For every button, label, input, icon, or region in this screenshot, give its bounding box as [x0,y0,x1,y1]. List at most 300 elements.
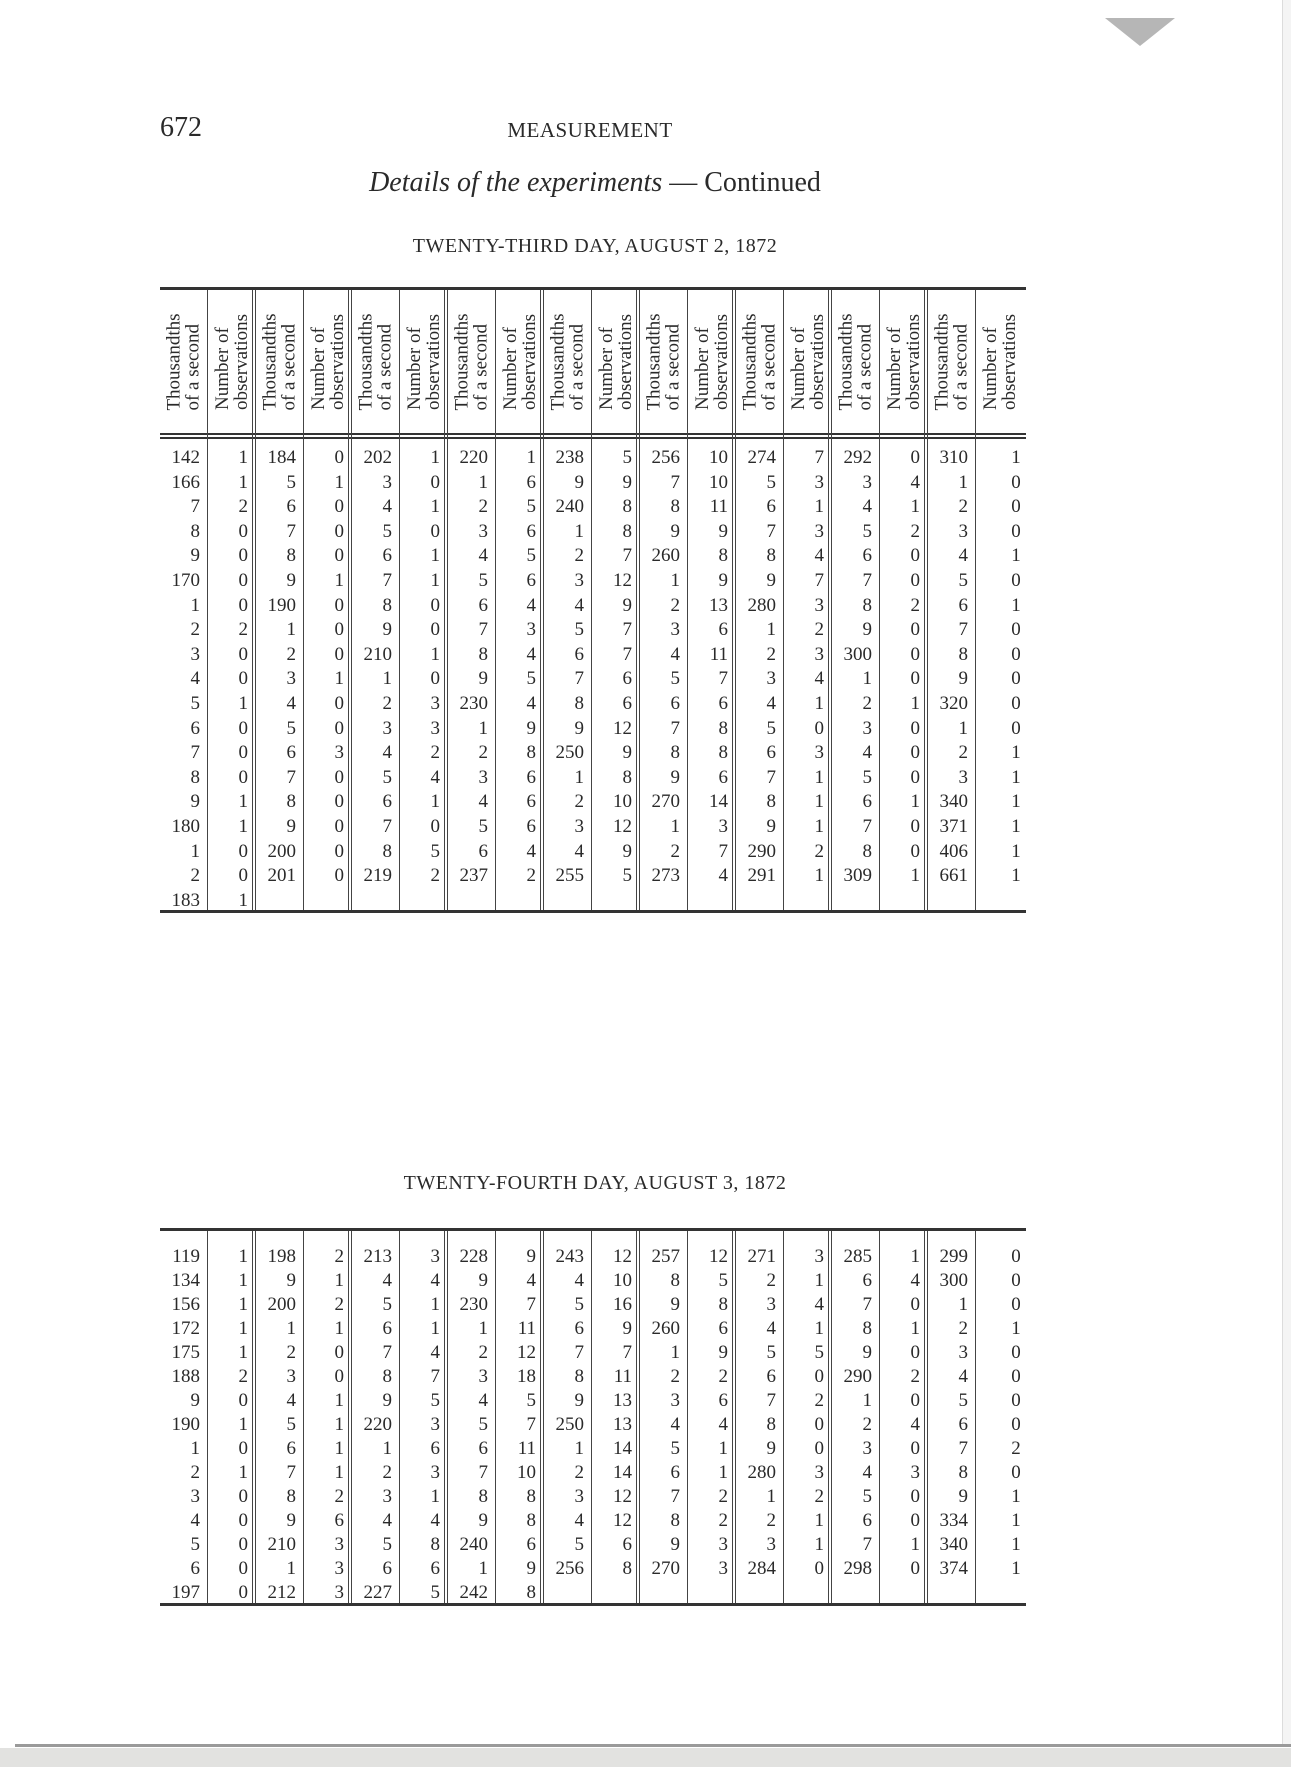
column-observations [976,1231,1024,1603]
cell-thousandths: 213 [363,1246,392,1267]
cell-observations: 10 [709,471,728,493]
cell-thousandths: 242 [459,1582,488,1603]
cell-observations: 0 [814,1414,824,1435]
cell-observations: 11 [517,1438,536,1459]
cell-thousandths: 240 [555,496,584,518]
cell-thousandths: 1 [382,1438,392,1459]
cell-observations: 0 [910,447,920,468]
cell-observations: 9 [526,1246,536,1267]
cell-thousandths: 3 [958,1342,968,1363]
cell-observations: 0 [1011,1390,1021,1411]
cell-observations: 0 [430,471,440,493]
cell-thousandths: 210 [363,643,392,665]
column-header-label: Number of observations [788,313,829,410]
cell-thousandths: 7 [478,1462,488,1483]
cell-observations: 1 [238,1270,248,1291]
cell-observations: 1 [1011,1534,1021,1555]
cell-observations: 12 [613,1486,632,1507]
cell-observations: 9 [622,742,632,764]
cell-thousandths: 2 [286,643,296,665]
cell-observations: 1 [430,1294,440,1315]
cell-observations: 2 [430,742,440,764]
cell-observations: 0 [334,545,344,567]
cell-thousandths: 4 [478,1390,488,1411]
cell-thousandths: 9 [190,545,200,567]
day-title-23: TWENTY-THIRD DAY, AUGUST 2, 1872 [412,235,778,257]
cell-observations: 6 [718,693,728,714]
cell-observations: 1 [430,1318,440,1339]
cell-thousandths: 212 [267,1582,296,1603]
cell-observations: 1 [238,1318,248,1339]
cell-thousandths: 5 [382,1534,392,1555]
cell-thousandths: 210 [267,1534,296,1555]
cell-thousandths: 5 [478,816,488,837]
cell-observations: 3 [430,717,440,739]
cell-thousandths: 9 [190,791,200,813]
cell-observations: 4 [718,1414,728,1435]
cell-observations: 1 [910,1318,920,1339]
cell-thousandths: 9 [670,1534,680,1555]
cell-observations: 5 [430,1582,440,1603]
cell-thousandths: 8 [766,545,776,567]
cell-thousandths: 6 [478,840,488,862]
cell-thousandths: 256 [651,447,680,468]
cell-observations: 7 [814,570,824,591]
cell-thousandths: 4 [958,1366,968,1387]
cell-thousandths: 228 [459,1246,488,1267]
cell-thousandths: 9 [382,1390,392,1411]
cell-thousandths: 7 [670,471,680,493]
cell-observations: 1 [430,1486,440,1507]
cell-observations: 10 [613,1270,632,1291]
cell-thousandths: 5 [670,1438,680,1459]
cell-thousandths: 290 [747,840,776,862]
cell-thousandths: 175 [171,1342,200,1363]
cell-observations: 0 [238,643,248,665]
cell-observations: 8 [622,496,632,518]
cell-observations: 1 [334,1270,344,1291]
cell-observations: 0 [910,1294,920,1315]
cell-observations: 0 [1011,643,1021,665]
cell-thousandths: 9 [670,1294,680,1315]
page-number: 672 [160,112,202,143]
cell-observations: 0 [1011,471,1021,493]
cell-thousandths: 119 [172,1246,200,1267]
cell-thousandths: 6 [478,594,488,616]
cell-observations: 1 [430,643,440,665]
cell-thousandths: 280 [747,594,776,616]
cell-observations: 1 [1011,816,1021,837]
column-thousandths [928,1231,976,1603]
cell-thousandths: 3 [190,643,200,665]
cell-thousandths: 3 [958,766,968,788]
cell-thousandths: 3 [574,1486,584,1507]
cell-observations: 1 [1011,1486,1021,1507]
cell-thousandths: 6 [958,1414,968,1435]
cell-observations: 3 [814,742,824,764]
cell-observations: 2 [526,865,536,887]
cell-observations: 0 [238,1486,248,1507]
cell-thousandths: 6 [190,1558,200,1579]
cell-observations: 0 [430,668,440,690]
cell-observations: 1 [814,693,824,714]
cell-observations: 0 [910,619,920,641]
cell-thousandths: 4 [190,1510,200,1531]
cell-observations: 8 [718,717,728,739]
cell-observations: 6 [622,668,632,690]
cell-observations: 0 [238,545,248,567]
cell-thousandths: 7 [766,1390,776,1411]
cell-thousandths: 1 [478,1318,488,1339]
column-observations [208,1231,256,1603]
cell-observations: 6 [526,766,536,788]
column-header [976,290,1024,433]
cell-thousandths: 340 [939,1534,968,1555]
cell-observations: 0 [910,816,920,837]
column-thousandths [736,1231,784,1603]
cell-thousandths: 340 [939,791,968,813]
cell-thousandths: 8 [862,594,872,616]
cell-observations: 0 [814,1366,824,1387]
cell-thousandths: 1 [478,471,488,493]
cell-thousandths: 2 [478,496,488,518]
cell-observations: 6 [334,1510,344,1531]
cell-thousandths: 6 [862,791,872,813]
cell-observations: 4 [430,766,440,788]
cell-observations: 0 [238,1438,248,1459]
cell-observations: 3 [334,742,344,764]
cell-thousandths: 5 [862,1486,872,1507]
cell-thousandths: 7 [766,520,776,542]
column-header [352,290,400,433]
cell-thousandths: 5 [766,717,776,739]
cell-observations: 12 [709,1246,728,1267]
cell-thousandths: 2 [574,545,584,567]
cell-thousandths: 2 [766,1270,776,1291]
cell-observations: 7 [718,668,728,690]
cell-observations: 9 [718,520,728,542]
cell-thousandths: 9 [478,1270,488,1291]
cell-observations: 6 [526,1534,536,1555]
cell-observations: 1 [526,447,536,468]
cell-thousandths: 1 [190,840,200,862]
column-header [496,290,544,433]
cell-thousandths: 201 [267,865,296,887]
cell-observations: 6 [718,619,728,641]
cell-thousandths: 2 [190,1462,200,1483]
cell-observations: 1 [238,791,248,813]
column-observations [496,1231,544,1603]
cell-observations: 1 [238,447,248,468]
column-thousandths [256,1231,304,1603]
cell-thousandths: 1 [862,668,872,690]
cell-thousandths: 9 [862,1342,872,1363]
cell-observations: 0 [334,766,344,788]
column-thousandths [448,1231,496,1603]
cell-thousandths: 9 [958,668,968,690]
cell-observations: 0 [334,1342,344,1363]
cell-observations: 6 [622,1534,632,1555]
column-header-label: Number of observations [308,313,349,410]
cell-observations: 0 [430,619,440,641]
column-header [832,290,880,433]
cell-thousandths: 4 [574,594,584,616]
cell-observations: 0 [430,520,440,542]
column-header-label: Thousandths of a second [452,312,493,411]
cell-observations: 0 [238,1558,248,1579]
cell-observations: 1 [238,1414,248,1435]
cell-observations: 2 [238,496,248,518]
cell-thousandths: 183 [171,889,200,911]
cell-observations: 2 [334,1246,344,1267]
column-header [928,290,976,433]
cell-thousandths: 7 [286,520,296,542]
cell-thousandths: 7 [670,717,680,739]
cell-thousandths: 7 [766,766,776,788]
cell-thousandths: 2 [766,1510,776,1531]
cell-thousandths: 8 [574,693,584,714]
cell-observations: 12 [517,1342,536,1363]
cell-observations: 1 [1011,447,1021,468]
cell-thousandths: 2 [286,1342,296,1363]
cell-observations: 3 [718,1558,728,1579]
cell-thousandths: 299 [939,1246,968,1267]
cell-observations: 1 [910,693,920,714]
cell-thousandths: 260 [651,545,680,567]
cell-observations: 0 [238,840,248,862]
cell-thousandths: 6 [766,742,776,764]
cell-thousandths: 8 [286,1486,296,1507]
cell-thousandths: 2 [190,619,200,641]
cell-thousandths: 220 [459,447,488,468]
cell-observations: 0 [1011,693,1021,714]
cell-thousandths: 3 [286,1366,296,1387]
cell-observations: 1 [814,496,824,518]
cell-thousandths: 285 [843,1246,872,1267]
cell-thousandths: 4 [670,1414,680,1435]
cell-observations: 1 [718,1438,728,1459]
cell-thousandths: 172 [171,1318,200,1339]
cell-observations: 12 [613,1510,632,1531]
cell-observations: 5 [718,1270,728,1291]
cell-thousandths: 1 [766,619,776,641]
cell-thousandths: 8 [862,840,872,862]
cell-thousandths: 2 [766,643,776,665]
cell-observations: 12 [613,816,632,837]
cell-thousandths: 1 [286,1318,296,1339]
cell-thousandths: 8 [958,643,968,665]
cell-observations: 6 [526,471,536,493]
cell-observations: 0 [1011,1294,1021,1315]
cell-thousandths: 184 [267,447,296,468]
cell-observations: 1 [1011,1558,1021,1579]
cell-thousandths: 7 [190,742,200,764]
cell-thousandths: 257 [651,1246,680,1267]
cell-observations: 3 [718,1534,728,1555]
cell-observations: 5 [814,1342,824,1363]
scan-background [0,1748,1291,1767]
cell-thousandths: 4 [478,545,488,567]
cell-thousandths: 5 [574,1534,584,1555]
cell-thousandths: 1 [382,668,392,690]
cell-observations: 8 [526,1486,536,1507]
cell-observations: 9 [622,471,632,493]
cell-observations: 5 [526,496,536,518]
column-thousandths [544,290,592,910]
cell-observations: 3 [430,693,440,714]
cell-observations: 14 [709,791,728,813]
cell-observations: 13 [613,1390,632,1411]
cell-thousandths: 7 [958,619,968,641]
cell-thousandths: 227 [363,1582,392,1603]
cell-observations: 6 [622,693,632,714]
cell-thousandths: 3 [766,1294,776,1315]
cell-observations: 4 [526,594,536,616]
cell-observations: 16 [613,1294,632,1315]
column-observations [784,1231,832,1603]
cell-thousandths: 3 [478,1366,488,1387]
column-thousandths [832,290,880,910]
cell-observations: 4 [430,1510,440,1531]
cell-thousandths: 9 [286,1510,296,1531]
cell-thousandths: 6 [286,742,296,764]
cell-observations: 3 [814,520,824,542]
cell-thousandths: 280 [747,1462,776,1483]
cell-thousandths: 4 [574,1510,584,1531]
cell-thousandths: 6 [574,1318,584,1339]
cell-thousandths: 5 [286,1414,296,1435]
cell-observations: 4 [526,840,536,862]
cell-thousandths: 198 [267,1246,296,1267]
cell-observations: 0 [334,619,344,641]
cell-thousandths: 3 [190,1486,200,1507]
cell-thousandths: 2 [862,1414,872,1435]
column-thousandths [160,290,208,910]
cell-thousandths: 270 [651,791,680,813]
cell-observations: 0 [1011,619,1021,641]
cell-thousandths: 238 [555,447,584,468]
cell-thousandths: 1 [958,471,968,493]
column-header-label: Thousandths of a second [644,312,685,411]
cell-observations: 0 [910,742,920,764]
cell-thousandths: 292 [843,447,872,468]
cell-thousandths: 4 [574,1270,584,1291]
table-bottom-rule [160,910,1026,913]
cell-observations: 1 [238,1462,248,1483]
cell-thousandths: 5 [766,1342,776,1363]
cell-thousandths: 291 [747,865,776,887]
cell-thousandths: 1 [670,816,680,837]
cell-observations: 0 [238,1582,248,1603]
cell-observations: 0 [238,520,248,542]
column-observations [592,1231,640,1603]
column-thousandths [448,290,496,910]
cell-observations: 7 [526,1414,536,1435]
cell-thousandths: 9 [286,1270,296,1291]
cell-thousandths: 6 [382,545,392,567]
cell-thousandths: 4 [286,1390,296,1411]
cell-observations: 1 [238,889,248,911]
cell-thousandths: 4 [190,668,200,690]
cell-thousandths: 1 [958,717,968,739]
cell-observations: 0 [910,643,920,665]
cell-thousandths: 7 [574,1342,584,1363]
cell-observations: 12 [613,717,632,739]
cell-observations: 5 [622,865,632,887]
cell-observations: 8 [718,742,728,764]
cell-thousandths: 6 [958,594,968,616]
cell-observations: 7 [814,447,824,468]
cell-observations: 11 [709,643,728,665]
column-observations [400,290,448,910]
cell-observations: 8 [526,1510,536,1531]
cell-observations: 1 [910,865,920,887]
cell-thousandths: 5 [958,570,968,591]
cell-observations: 0 [334,693,344,714]
cell-thousandths: 7 [862,1534,872,1555]
cell-observations: 0 [238,1534,248,1555]
cell-thousandths: 8 [574,1366,584,1387]
cell-thousandths: 5 [766,471,776,493]
cell-thousandths: 2 [478,742,488,764]
cell-observations: 1 [1011,742,1021,764]
cell-observations: 1 [430,496,440,518]
cell-observations: 6 [430,1558,440,1579]
cell-thousandths: 7 [670,1486,680,1507]
cell-observations: 1 [1011,840,1021,862]
cell-observations: 3 [334,1582,344,1603]
cell-observations: 11 [613,1366,632,1387]
cell-thousandths: 290 [843,1366,872,1387]
cell-observations: 0 [1011,496,1021,518]
cell-observations: 1 [334,668,344,690]
cell-thousandths: 309 [843,865,872,887]
cell-observations: 8 [622,1558,632,1579]
cell-thousandths: 3 [478,520,488,542]
cell-thousandths: 334 [939,1510,968,1531]
cell-observations: 0 [334,791,344,813]
cell-thousandths: 1 [190,594,200,616]
cell-observations: 4 [910,1270,920,1291]
cell-thousandths: 190 [267,594,296,616]
cell-observations: 7 [622,1342,632,1363]
column-thousandths [352,290,400,910]
cell-observations: 9 [718,1342,728,1363]
cell-thousandths: 4 [862,742,872,764]
data-table-day-23 [160,287,1026,913]
cell-thousandths: 4 [382,1270,392,1291]
cell-observations: 0 [334,717,344,739]
cell-observations: 2 [814,840,824,862]
column-header-label: Thousandths of a second [932,312,973,411]
column-thousandths [928,290,976,910]
cell-thousandths: 6 [286,496,296,518]
column-header-label: Number of observations [500,313,541,410]
cell-thousandths: 300 [843,643,872,665]
cell-thousandths: 5 [286,471,296,493]
cell-observations: 0 [334,865,344,887]
cell-observations: 7 [622,619,632,641]
cell-thousandths: 4 [766,1318,776,1339]
cell-thousandths: 1 [286,1558,296,1579]
cell-thousandths: 5 [190,1534,200,1555]
column-observations [496,290,544,910]
cell-observations: 0 [1011,1462,1021,1483]
cell-thousandths: 9 [190,1390,200,1411]
cell-thousandths: 9 [766,816,776,837]
cell-thousandths: 260 [651,1318,680,1339]
cell-observations: 3 [814,1246,824,1267]
